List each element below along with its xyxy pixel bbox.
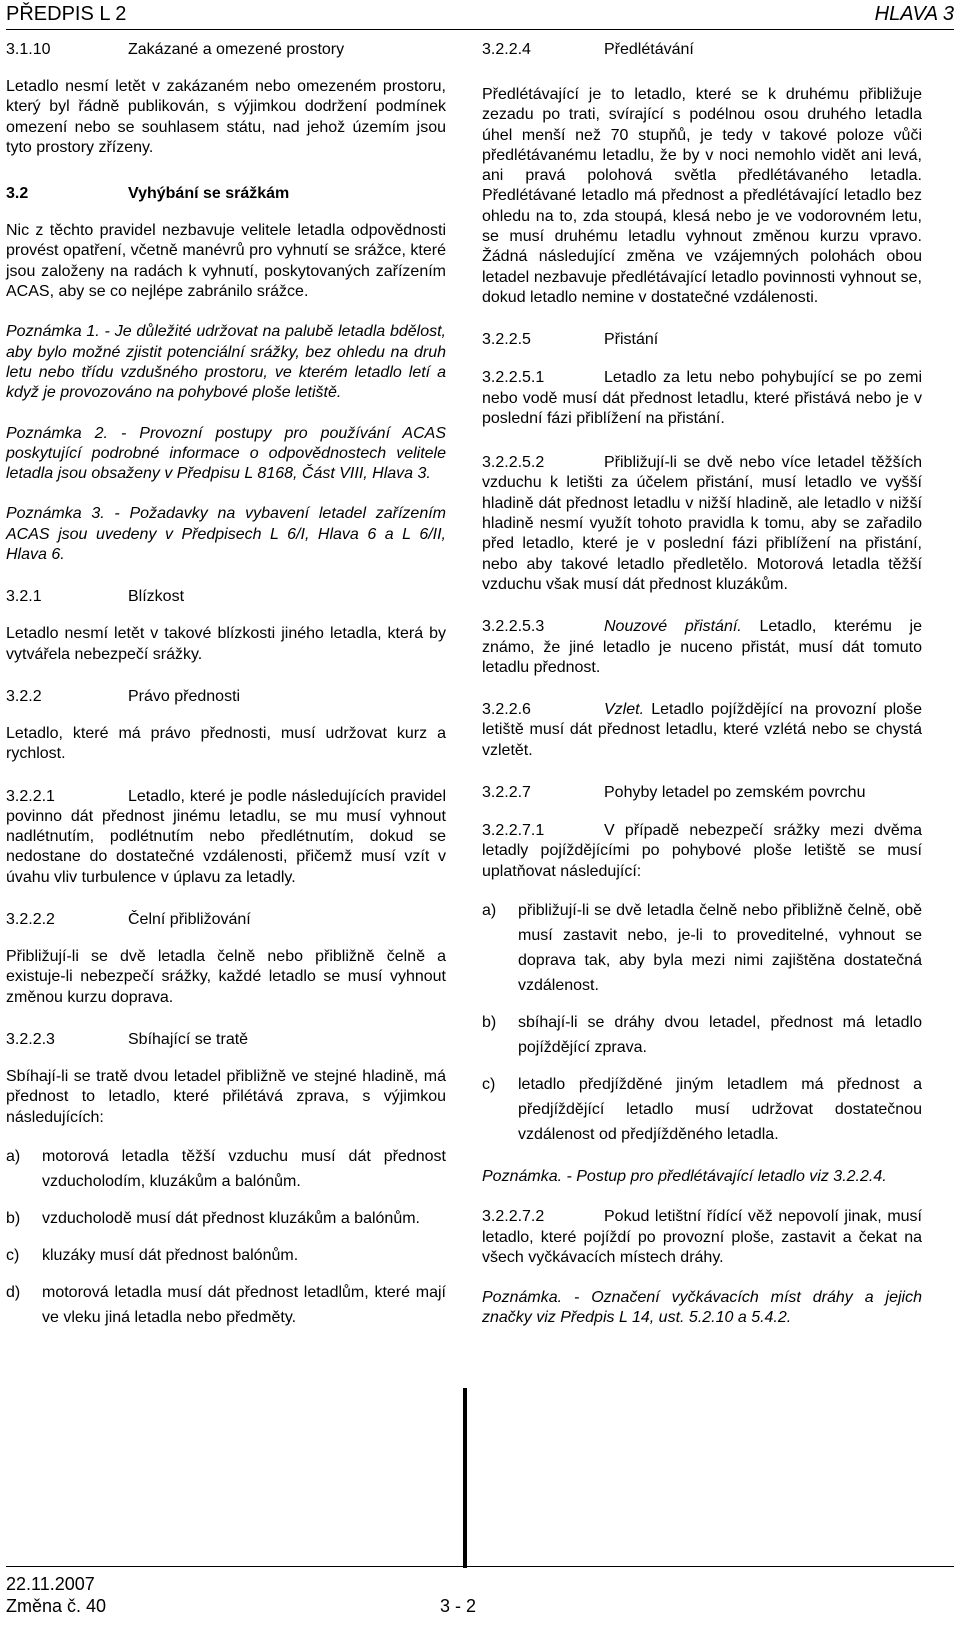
section-number: 3.2.2.4 bbox=[482, 41, 531, 58]
section-number: 3.2.2.5.1 bbox=[482, 369, 545, 387]
section-number: 3.2.2.5.2 bbox=[482, 454, 545, 472]
section-3-2-2-5-2 bbox=[482, 453, 922, 595]
chapter-title: HLAVA 3 bbox=[874, 3, 954, 25]
section-title: Pohyby letadel po zemském povrchu bbox=[604, 784, 866, 802]
section-3-2-2-4 bbox=[482, 40, 922, 308]
right-column bbox=[482, 40, 922, 1329]
section-3-2-2 bbox=[6, 687, 446, 765]
paragraph: Sbíhají-li se tratě dvou letadel přibližně ve stejné hladině, má přednost to letadlo, které přilétává zprava, s výjimkou následujících: bbox=[6, 1067, 446, 1126]
section-3-2-2-2 bbox=[6, 910, 446, 1008]
note-3: Poznámka 3. - Požadavky na vybavení letadel zařízením ACAS jsou uvedeny v Předpisech L 6/I, Hlava 6 a L 6/II, Hlava 6. bbox=[6, 505, 446, 564]
note-1: Poznámka 1. - Je důležité udržovat na palubě letadla bdělost, aby bylo možné zjistit potenciální srážky, bez ohledu na druh letu nebo třídu vzdušného prostoru, ve kterém letadlo letí a když je provozováno na pohybové ploše letiště. bbox=[6, 323, 446, 402]
list-item: b) vzducholodě musí dát přednost kluzákům a balónům. bbox=[6, 1209, 420, 1227]
section-number: 3.2.2.7.1 bbox=[482, 822, 545, 840]
section-3-2 bbox=[6, 184, 446, 302]
note-holding-points: Poznámka. - Označení vyčkávacích míst dráhy a jejich značky viz Předpis L 14, ust. 5.2.10 a 5.4.2. bbox=[482, 1289, 922, 1327]
paragraph: 3.2.2.6 Vzlet. Letadlo pojíždějící na provozní ploše letiště musí dát přednost letadlu, které vzlétá nebo se chystá vzletět. bbox=[482, 701, 922, 759]
paragraph: Přibližují-li se dvě letadla čelně nebo přibližně čelně a existuje-li nebezpečí srážky, každé letadlo se musí vyhnout změnou kurzu doprava. bbox=[6, 948, 446, 1006]
page-header bbox=[6, 2, 954, 30]
paragraph: 3.2.2.7.1 V případě nebezpečí srážky mezi dvěma letadly pojíždějícími po pohybové ploše letiště se musí uplatňovat následující: bbox=[482, 822, 922, 880]
section-number: 3.2.1 bbox=[6, 588, 42, 606]
section-3-2-2-1 bbox=[6, 787, 446, 888]
section-number: 3.2.2.7.2 bbox=[482, 1208, 545, 1226]
page-footer bbox=[6, 1566, 954, 1617]
list-item: c) letadlo předjížděné jiným letadlem má přednost a předjíždějící letadlo musí udržovat dostatečnou vzdálenost od předjížděného letadla. bbox=[482, 1075, 922, 1143]
paragraph: 3.2.2.7.2 Pokud letištní řídící věž nepovolí jinak, musí letadlo, které pojíždí po provozní ploše, zastavit a čekat na všech vyčkávacích místech dráhy. bbox=[482, 1208, 922, 1266]
taxiing-rules-list bbox=[482, 898, 922, 1147]
section-3-2-2-5-3 bbox=[482, 617, 922, 678]
paragraph: 3.2.2.5.1 Letadlo za letu nebo pohybující se po zemi nebo vodě musí dát přednost letadlu, které přistává nebo je v poslední fázi přiblížení na přistání. bbox=[482, 369, 922, 427]
section-3-2-2-3 bbox=[6, 1030, 446, 1128]
section-3-2-2-7 bbox=[482, 783, 922, 805]
list-item: d) motorová letadla musí dát přednost letadlům, které mají ve vleku jiná letadla nebo předměty. bbox=[6, 1283, 446, 1326]
document-title: PŘEDPIS L 2 bbox=[6, 3, 127, 25]
paragraph: 3.2.2.1 Letadlo, které je podle následujících pravidel povinno dát přednost jinému letadlu, se mu musí vyhnout nadlétnutím, podlétnutím nebo předlétnutím, dokud se nedostane do dostatečné vzdálenosti, přičemž musí vzít v úvahu vliv turbulence v úplavu za letadly. bbox=[6, 787, 446, 886]
footer-date: 22.11.2007 bbox=[6, 1574, 95, 1594]
section-number: 3.2.2.5.3 bbox=[482, 618, 545, 636]
revision-bar bbox=[463, 1388, 467, 1568]
section-number: 3.2.2.3 bbox=[6, 1030, 55, 1048]
section-3-2-2-6 bbox=[482, 700, 922, 761]
section-title: Vyhýbání se srážkám bbox=[128, 185, 290, 203]
section-3-2-2-7-1 bbox=[482, 821, 922, 882]
section-number: 3.1.10 bbox=[6, 41, 51, 58]
paragraph: 3.2.2.5.3 Nouzové přistání. Letadlo, kterému je známo, že jiné letadlo je nuceno přistát, musí dát tomuto letadlu přednost. bbox=[482, 618, 922, 676]
section-3-2-1 bbox=[6, 587, 446, 665]
section-number: 3.2.2 bbox=[6, 687, 42, 705]
section-title: Právo přednosti bbox=[128, 687, 241, 705]
paragraph: Letadlo nesmí letět v zakázaném nebo omezeném prostoru, který byl řádně publikován, s výjimkou dodržení podmínek omezení nebo se souhlasem státu, nad jehož územím jsou tyto prostory zřízeny. bbox=[6, 78, 446, 156]
left-column bbox=[6, 40, 446, 1330]
section-number: 3.2.2.7 bbox=[482, 784, 531, 802]
section-title: Sbíhající se tratě bbox=[128, 1030, 249, 1048]
section-number: 3.2.2.2 bbox=[6, 911, 55, 929]
list-item: a) přibližují-li se dvě letadla čelně nebo přibližně čelně, obě musí zastavit nebo, je-li to proveditelné, vyhnout se doprava tak, aby byla mezi nimi zajištěna dostatečná vzdálenost. bbox=[482, 901, 922, 994]
section-number: 3.2.2.5 bbox=[482, 331, 531, 349]
section-3-2-2-5 bbox=[482, 330, 922, 352]
note-overtaking: Poznámka. - Postup pro předlétávající letadlo viz 3.2.2.4. bbox=[482, 1167, 887, 1185]
list-item: c) kluzáky musí dát přednost balónům. bbox=[6, 1246, 299, 1264]
page-number: 3 - 2 bbox=[440, 1596, 477, 1616]
section-title: Čelní přibližování bbox=[128, 911, 251, 929]
paragraph: Nic z těchto pravidel nezbavuje velitele letadla odpovědnosti provést opatření, včetně manévrů pro vyhnutí se srážce, které jsou založeny na radách k vyhnutí, poskytovaných zařízením ACAS, aby se co nejlépe zabránilo srážce. bbox=[6, 222, 446, 301]
paragraph: Předlétávající je to letadlo, které se k druhému přibližuje zezadu po trati, svírající s podélnou osou druhého letadla úhel menší než 70 stupňů, je tedy v takové poloze vůči předlétávanému letadlu, že by v noci nemohlo vidět ani levá, ani pravá polohová světla předlétávaného letadla. Předlétávané letadlo má přednost a předlétávající letadlo bez ohledu na to, zda stoupá, klesá nebo je ve vodorovném letu, se musí druhému letadlu vyhnout změnou kurzu vpravo. Žádná následující změna ve vzájemných polohách obou letadel nezbavuje předlétávající letadlo povinnosti vyhnout se, dokud letadlo nemine v dostatečné vzdálenosti. bbox=[482, 86, 922, 306]
section-title: Nouzové přistání. bbox=[604, 618, 742, 636]
note-2: Poznámka 2. - Provozní postupy pro používání ACAS poskytující podrobné informace o odpovědnostech velitele letadla jsou obsaženy v Předpisu L 8168, Část VIII, Hlava 3. bbox=[6, 424, 446, 483]
section-3-2-2-5-1 bbox=[482, 368, 922, 429]
section-number: 3.2.2.1 bbox=[6, 787, 55, 805]
paragraph: Letadlo, které má právo přednosti, musí udržovat kurz a rychlost. bbox=[6, 724, 446, 763]
list-item: a) motorová letadla těžší vzduchu musí dát přednost vzducholodím, kluzákům a balónům. bbox=[6, 1147, 446, 1190]
section-title: Vzlet. bbox=[604, 701, 645, 719]
section-3-1-10 bbox=[6, 40, 446, 158]
section-number: 3.2 bbox=[6, 185, 29, 203]
section-title: Přistání bbox=[604, 331, 659, 349]
exceptions-list bbox=[6, 1144, 446, 1330]
footer-change: Změna č. 40 bbox=[6, 1596, 107, 1616]
list-item: b) sbíhají-li se dráhy dvou letadel, přednost má letadlo pojíždějící zprava. bbox=[482, 1013, 922, 1056]
section-number: 3.2.2.6 bbox=[482, 701, 531, 719]
section-3-2-2-7-2 bbox=[482, 1207, 922, 1268]
section-title: Předlétávání bbox=[604, 41, 694, 58]
paragraph: Letadlo nesmí letět v takové blízkosti jiného letadla, která by vytvářela nebezpečí srážky. bbox=[6, 625, 446, 663]
section-title: Blízkost bbox=[128, 588, 185, 606]
section-title: Zakázané a omezené prostory bbox=[128, 41, 345, 58]
paragraph: 3.2.2.5.2 Přibližují-li se dvě nebo více letadel těžších vzduchu k letišti za účelem přistání, musí letadlo ve vyšší hladině dát přednost letadlu v nižší hladině, ale letadlo v nižší hladině nesmí využít tohoto pravidla k tomu, aby se zařadilo před letadlo, které je v poslední fázi přiblížení na přistání, nebo aby takové letadlo předletělo. Motorová letadla těžší vzduchu však musí dát přednost kluzákům. bbox=[482, 454, 922, 593]
